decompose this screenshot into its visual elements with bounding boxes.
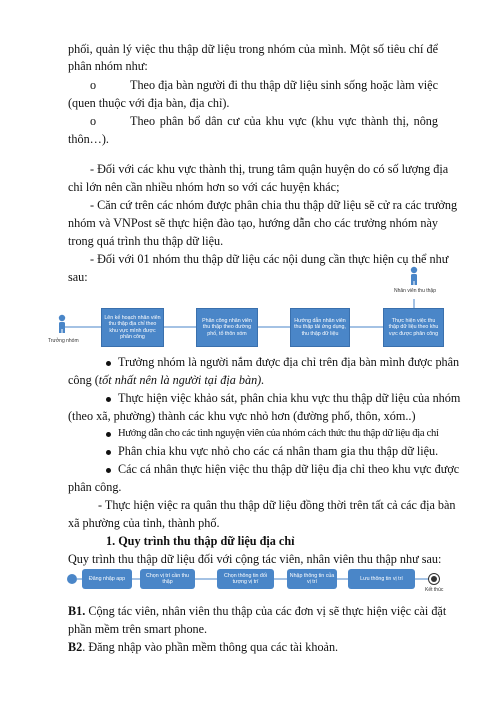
process-box: Lên kế hoạch nhân viên thu thập địa chỉ theo khu vực mình được phân công [101,308,164,347]
flow-step: Đăng nhập app [82,569,132,589]
text-line: Theo địa bàn người đi thu thập dữ liệu sinh sống hoặc làm việc [130,78,438,92]
text-line: chỉ lớn nên cần nhiều nhóm hơn so với các huyện khác; [68,180,340,194]
text-line: Theo phân bổ dân cư của khu vực (khu vực thành thị, nông [130,114,438,128]
text-line: Hướng dẫn cho các tình nguyện viên của nhóm cách thức thu thập dữ liệu địa chỉ [118,428,439,439]
text-line: thôn…). [68,132,109,146]
start-node [67,574,77,584]
text-line: B2. Đăng nhập vào phần mềm thông qua các tài khoản. [68,640,339,654]
text-line: xã phường của tỉnh, thành phố. [68,516,220,530]
process-box: Phân công nhân viên thu thập theo đường phố, tổ thôn xóm [196,308,258,347]
end-label: Kết thúc [425,587,444,593]
text-line: trong quá trình thu thập dữ liệu. [68,234,224,248]
actor-label: Nhân viên thu thập [394,288,436,294]
section-heading: 1. Quy trình thu thập dữ liệu địa chỉ [106,534,295,548]
text-line: (theo xã, phường) thành các khu vực nhỏ hơn (đường phố, thôn, xóm..) [68,409,416,423]
text-line: (quen thuộc với địa bàn, địa chỉ). [68,96,230,110]
flow-step: Nhập thông tin của vị trí [287,569,337,589]
text-line: - Đối với các khu vực thành thị, trung tâm quận huyện do có số lượng địa [90,162,449,176]
text-line: - Căn cứ trên các nhóm được phân chia thu thập dữ liệu sẽ cử ra các trưởng [90,198,458,212]
flow-step: Lưu thông tin vị trí [348,569,415,589]
text-line: phối, quản lý việc thu thập dữ liệu trong nhóm của mình. Một số tiêu chí để [68,42,438,56]
process-box: Thực hiện việc thu thập dữ liệu theo khu vực được phân công [383,308,444,347]
text-line: sau: [68,270,88,284]
text-line: phần mềm trên smart phone. [68,622,208,636]
text-line: Trưởng nhóm là người nắm được địa chỉ trên địa bàn mình được phân [118,355,460,369]
text-line: nhóm và VNPost sẽ thực hiện đào tạo, hướng dẫn cho các trưởng nhóm này [68,216,438,230]
list-marker: o [90,114,97,128]
text-line: B1. Cộng tác viên, nhân viên thu thập của các đơn vị sẽ thực hiện việc cài đặt [68,604,447,618]
text-line: - Đối với 01 nhóm thu thập dữ liệu các nội dung cần thực hiện cụ thể như [90,252,449,266]
text-line: phân công. [68,480,122,494]
text-line: - Thực hiện việc ra quân thu thập dữ liệu đồng thời trên tất cả các địa bàn [98,498,456,512]
text-line: Phân chia khu vực nhỏ cho các cá nhân tham gia thu thập dữ liệu. [118,444,439,458]
flow-step: Chọn vị trí cần thu thập [140,569,195,589]
list-marker: o [90,78,97,92]
text-line: Các cá nhân thực hiện việc thu thập dữ liệu địa chỉ theo khu vực được [118,462,460,476]
text-line: Quy trình thu thập dữ liệu đối với cộng tác viên, nhân viên thu thập như sau: [68,552,442,566]
text-line: phân nhóm như: [68,59,148,73]
flow-step: Chọn thông tin đối tượng vị trí [217,569,274,589]
actor-label: Trưởng nhóm [48,338,79,344]
text-line: công (tốt nhất nên là người tại địa bàn). [68,373,265,387]
process-box: Hướng dẫn nhân viên thu thập tải ứng dụng, thu thập dữ liệu [290,308,350,347]
text-line: Thực hiện việc khảo sát, phân chia khu vực thu thập dữ liệu của nhóm [118,391,461,405]
